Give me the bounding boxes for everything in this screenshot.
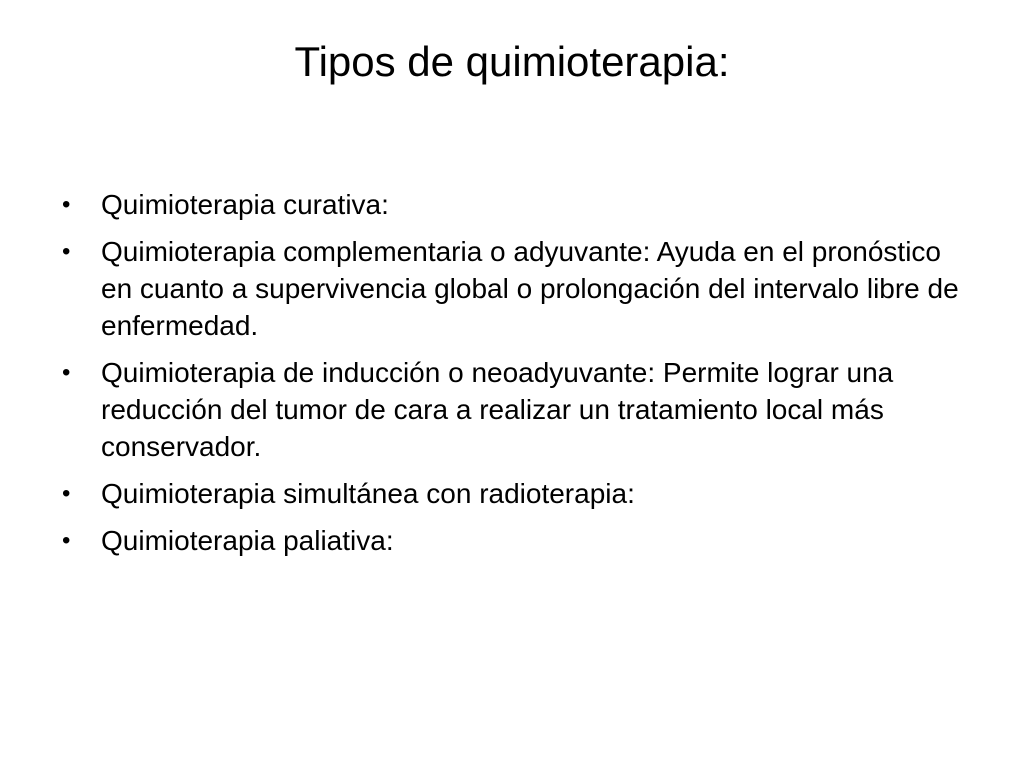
bullet-text: Quimioterapia de inducción o neoadyuvante: Permite lograr una reducción del tumor de cara a realizar un tratamiento local más conservador.: [101, 357, 894, 462]
bullet-item-neoadyuvante: [60, 354, 964, 465]
bullet-dot-icon: •: [62, 191, 71, 218]
bullet-dot-icon: •: [62, 527, 71, 554]
bullet-list: [60, 186, 964, 569]
bullet-text: Quimioterapia simultánea con radioterapia:: [101, 478, 635, 509]
bullet-item-paliativa: [60, 522, 964, 559]
bullet-item-curativa: [60, 186, 964, 223]
bullet-text: Quimioterapia paliativa:: [101, 525, 394, 556]
slide-title: Tipos de quimioterapia:: [294, 38, 730, 85]
bullet-item-simultanea: [60, 475, 964, 512]
bullet-dot-icon: •: [62, 480, 71, 507]
bullet-text: Quimioterapia curativa:: [101, 189, 389, 220]
bullet-text: Quimioterapia complementaria o adyuvante: Ayuda en el pronóstico en cuanto a supervivencia global o prolongación del intervalo libre de enfermedad.: [101, 236, 959, 341]
bullet-dot-icon: •: [62, 359, 71, 386]
bullet-item-adyuvante: [60, 233, 964, 344]
bullet-dot-icon: •: [62, 238, 71, 265]
